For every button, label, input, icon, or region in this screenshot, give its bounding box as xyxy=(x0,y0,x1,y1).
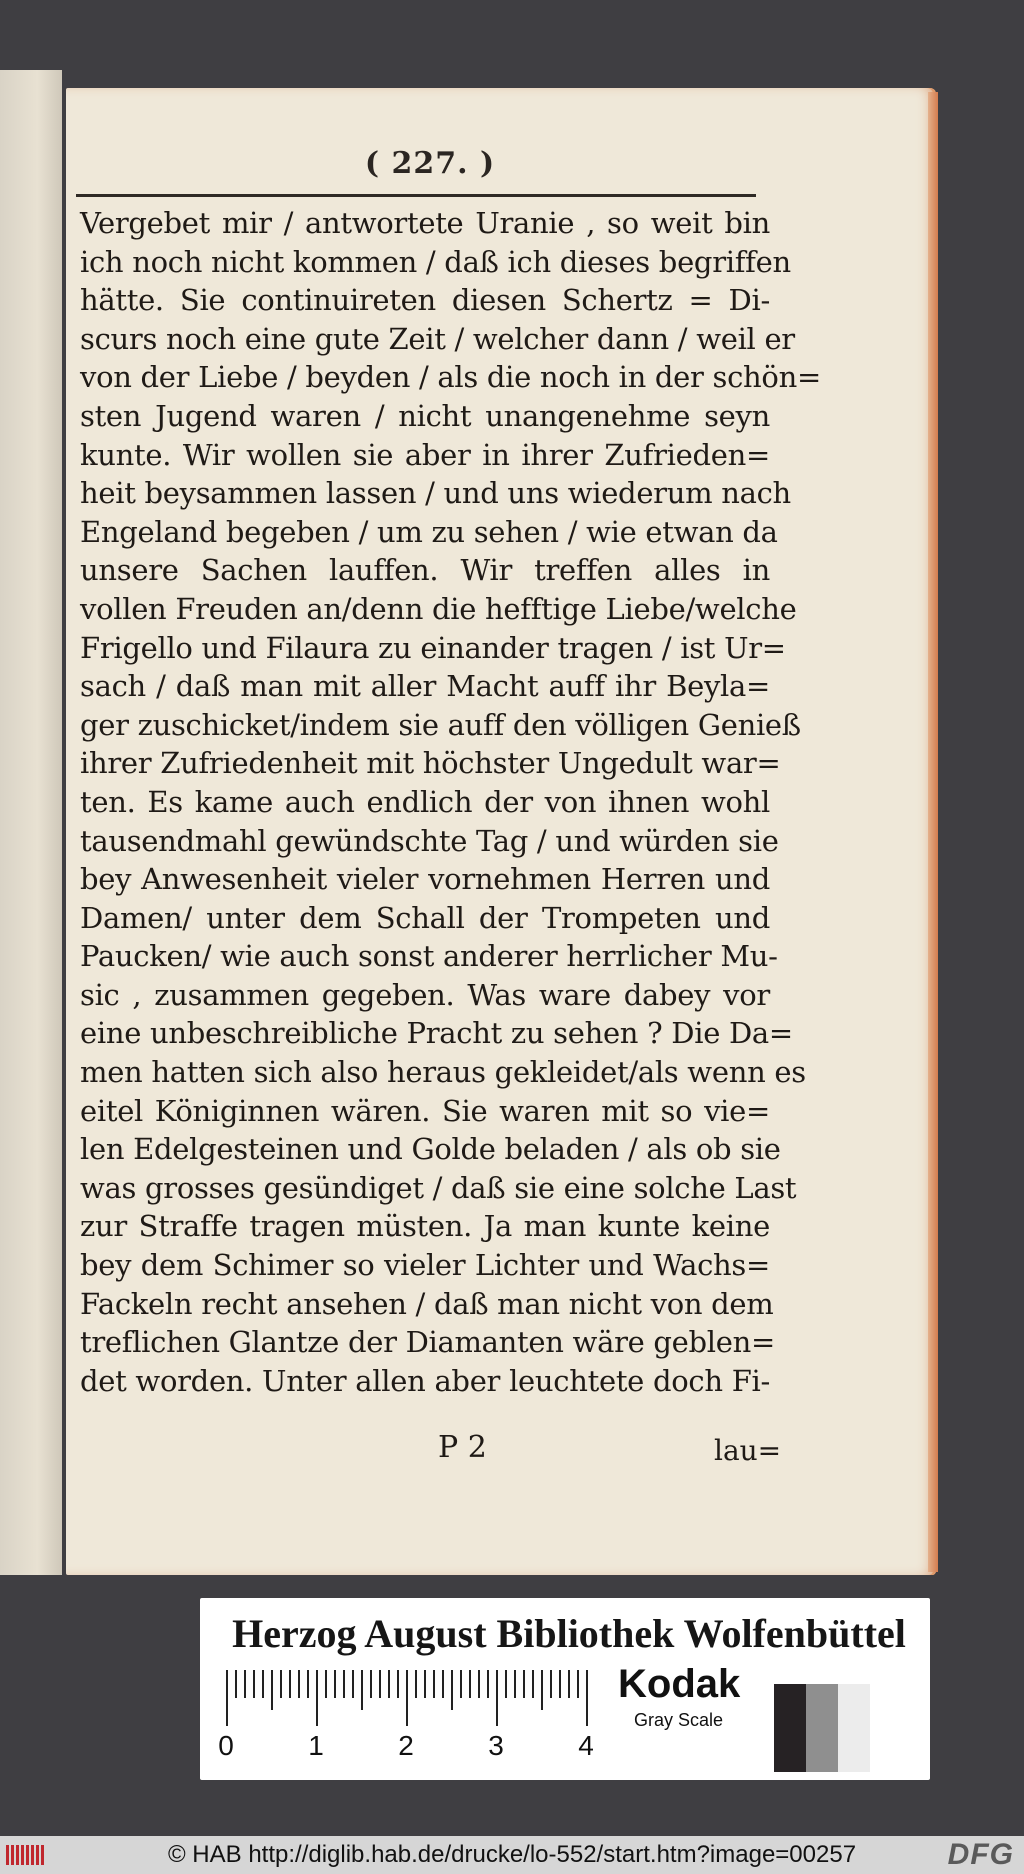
ruler-label: 3 xyxy=(488,1730,504,1761)
ruler-tick xyxy=(307,1670,309,1698)
signature-mark: P 2 xyxy=(438,1430,487,1465)
ruler-tick xyxy=(577,1670,579,1698)
gray-patch-light xyxy=(838,1684,870,1772)
text-line: unsere Sachen lauffen. Wir treffen alles in xyxy=(80,553,770,588)
text-line: treflichen Glantze der Diamanten wäre geblen= xyxy=(80,1325,776,1360)
ruler-tick xyxy=(244,1670,246,1698)
ruler-tick xyxy=(550,1670,552,1698)
ruler-tick xyxy=(343,1670,345,1698)
text-line: hätte. Sie continuireten diesen Schertz = Di- xyxy=(80,283,770,318)
page-edge xyxy=(928,92,938,1572)
ruler-tick xyxy=(523,1670,525,1698)
ruler-tick xyxy=(424,1670,426,1698)
text-line: ten. Es kame auch endlich der von ihnen wohl xyxy=(80,784,770,819)
ruler-tick xyxy=(505,1670,507,1698)
ruler-tick xyxy=(487,1670,489,1698)
ruler-tick xyxy=(352,1670,354,1698)
text-line: von der Liebe / beyden / als die noch in der schön= xyxy=(80,360,821,395)
gray-scale-label: Gray Scale xyxy=(634,1710,724,1730)
text-line: tausendmahl gewündschte Tag / und würden sie xyxy=(80,823,779,858)
ruler-label: 4 xyxy=(578,1730,594,1761)
ruler-tick xyxy=(532,1670,534,1698)
facing-page-edge xyxy=(0,70,62,1575)
source-url[interactable]: © HAB http://diglib.hab.de/drucke/lo-552/start.htm?image=00257 xyxy=(167,1841,857,1868)
text-line: sic , zusammen gegeben. Was ware dabey vor xyxy=(80,977,770,1012)
ruler-label: 1 xyxy=(308,1730,324,1761)
ruler-tick xyxy=(361,1670,363,1710)
text-line: Damen/ unter dem Schall der Trompeten und xyxy=(80,900,770,935)
ruler-tick xyxy=(568,1670,570,1698)
ruler-label: 2 xyxy=(398,1730,414,1761)
ruler-tick xyxy=(379,1670,381,1698)
ruler-tick xyxy=(433,1670,435,1698)
ruler-tick xyxy=(559,1670,561,1698)
text-line: kunte. Wir wollen sie aber in ihrer Zufrieden= xyxy=(80,437,770,472)
gray-patch-dark xyxy=(774,1684,806,1772)
text-line: Vergebet mir / antwortete Uranie , so weit bin xyxy=(80,206,770,240)
text-line: ich noch nicht kommen / daß ich dieses begriffen xyxy=(80,244,791,279)
ruler-tick xyxy=(253,1670,255,1698)
ruler-tick xyxy=(280,1670,282,1698)
kodak-logo: Kodak xyxy=(618,1662,741,1706)
ruler-tick xyxy=(586,1670,588,1726)
text-line: zur Straffe tragen müsten. Ja man kunte keine xyxy=(80,1209,770,1244)
viewer-footer xyxy=(0,1836,1024,1874)
dfg-logo: DFG xyxy=(947,1838,1014,1871)
ruler-tick xyxy=(289,1670,291,1698)
text-line: Frigello und Filaura zu einander tragen / ist Ur= xyxy=(80,630,786,665)
text-line: Paucken/ wie auch sonst anderer herrlicher Mu- xyxy=(80,939,778,974)
text-line: Fackeln recht ansehen / daß man nicht von dem xyxy=(80,1286,774,1321)
text-line: heit beysammen lassen / und uns wiederum nach xyxy=(80,476,791,511)
ruler-tick xyxy=(406,1670,408,1726)
header-rule xyxy=(76,194,756,197)
text-line: scurs noch eine gute Zeit / welcher dann / weil er xyxy=(80,321,795,356)
ruler-tick xyxy=(316,1670,318,1726)
ruler-tick xyxy=(496,1670,498,1726)
ruler-tick xyxy=(514,1670,516,1698)
ruler-tick xyxy=(541,1670,543,1710)
color-calibration-card xyxy=(200,1598,930,1780)
ruler-tick xyxy=(370,1670,372,1698)
ruler-tick xyxy=(262,1670,264,1698)
text-line: was grosses gesündiget / daß sie eine solche Last xyxy=(80,1170,797,1205)
measurement-ruler xyxy=(224,1670,594,1730)
ruler-tick xyxy=(235,1670,237,1698)
ruler-tick xyxy=(415,1670,417,1698)
text-line: ihrer Zufriedenheit mit höchster Ungedult war= xyxy=(80,746,781,781)
text-line: vollen Freuden an/denn die hefftige Liebe/welche xyxy=(80,591,797,626)
text-line: Engeland begeben / um zu sehen / wie etwan da xyxy=(80,514,778,549)
ruler-tick xyxy=(469,1670,471,1698)
text-line: bey Anwesenheit vieler vornehmen Herren und xyxy=(80,862,770,897)
ruler-tick xyxy=(325,1670,327,1698)
ruler-tick xyxy=(388,1670,390,1698)
text-line: bey dem Schimer so vieler Lichter und Wachs= xyxy=(80,1248,770,1283)
ruler-tick xyxy=(478,1670,480,1698)
library-name: Herzog August Bibliothek Wolfenbüttel xyxy=(232,1611,906,1656)
text-line: sten Jugend waren / nicht unangenehme seyn xyxy=(80,398,770,433)
ruler-tick xyxy=(271,1670,273,1710)
ruler-tick xyxy=(298,1670,300,1698)
ruler-tick xyxy=(451,1670,453,1710)
text-line: det worden. Unter allen aber leuchtete doch Fi- xyxy=(80,1363,770,1398)
ruler-tick xyxy=(397,1670,399,1698)
gray-patch-mid xyxy=(806,1684,838,1772)
text-line: eine unbeschreibliche Pracht zu sehen ? Die Da= xyxy=(80,1016,793,1051)
ruler-tick xyxy=(226,1670,228,1726)
body-text xyxy=(80,206,821,1402)
text-line: sach / daß man mit aller Macht auff ihr Beyla= xyxy=(80,669,770,704)
ruler-label: 0 xyxy=(218,1730,234,1761)
ruler-tick xyxy=(334,1670,336,1698)
ruler-tick xyxy=(460,1670,462,1698)
text-line: len Edelgesteinen und Golde beladen / als ob sie xyxy=(80,1132,781,1167)
ruler-tick xyxy=(442,1670,444,1698)
catchword: lau= xyxy=(714,1434,782,1467)
text-line: men hatten sich also heraus gekleidet/als wenn es xyxy=(80,1055,806,1090)
text-line: eitel Königinnen wären. Sie waren mit so vie= xyxy=(80,1093,770,1128)
text-line: ger zuschicket/indem sie auff den völligen Genieß xyxy=(80,707,801,742)
page-number: ( 227. ) xyxy=(364,146,496,181)
gray-scale-patches xyxy=(774,1684,870,1772)
